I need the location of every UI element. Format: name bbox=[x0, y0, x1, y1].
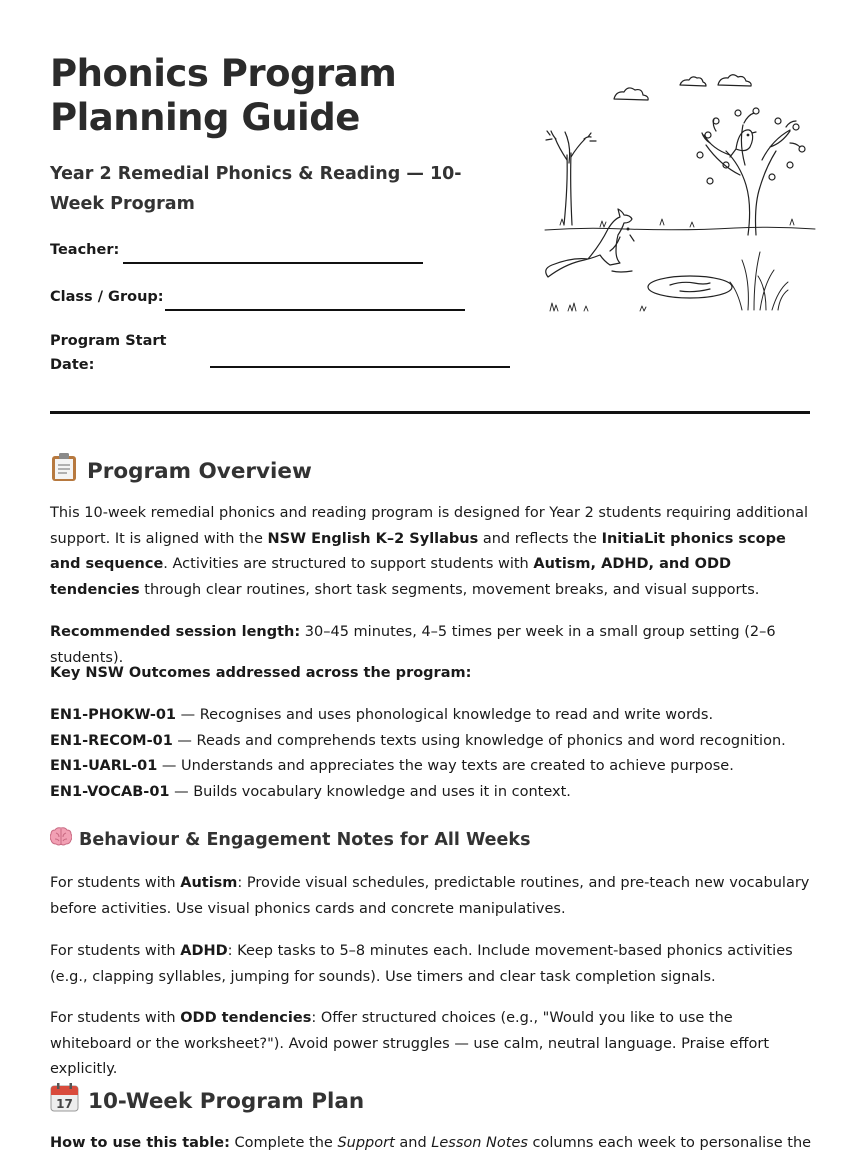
table-instructions: How to use this table: Complete the Support and Lesson Notes columns each week to personalise the bbox=[50, 1135, 812, 1151]
class-group-label: Class / Group: bbox=[50, 289, 164, 305]
brain-icon bbox=[50, 826, 72, 854]
behaviour-notes-heading: Behaviour & Engagement Notes for All Weeks bbox=[50, 826, 530, 854]
program-start-date-field[interactable] bbox=[210, 366, 510, 368]
page-title: Phonics Program Planning Guide bbox=[50, 52, 397, 139]
kangaroo-icon bbox=[546, 209, 634, 277]
outcomes-list bbox=[50, 703, 812, 805]
class-group-field[interactable] bbox=[165, 309, 465, 311]
right-tree bbox=[697, 108, 805, 235]
calendar-icon bbox=[50, 1082, 79, 1121]
overview-paragraph: This 10-week remedial phonics and reading program is designed for Year 2 students requiring additional support. It is aligned with the NSW English K–2 Syllabus and reflects the InitiaLit phonics scope and sequence. Activities are structured to support students with Autism, ADHD, and ODD tendencies through clear routines, short task segments, movement breaks, and visual supports. bbox=[50, 505, 808, 598]
program-start-date-label: Program Start Date: bbox=[50, 333, 167, 373]
program-plan-heading: 17 10-Week Program Plan bbox=[50, 1082, 364, 1121]
teacher-label: Teacher: bbox=[50, 242, 120, 258]
left-tree bbox=[546, 131, 596, 225]
odd-note: For students with ODD tendencies: Offer structured choices (e.g., "Would you like to use the whiteboard or the worksheet?"). Avoid power struggles — use calm, neutral language. Praise effort explicitly. bbox=[50, 1010, 770, 1077]
cloud-icon bbox=[614, 88, 648, 100]
program-overview-heading: Program Overview bbox=[50, 452, 312, 491]
key-outcomes-label: Key NSW Outcomes addressed across the program: bbox=[50, 665, 472, 681]
clipboard-icon bbox=[50, 452, 78, 491]
session-length: Recommended session length: 30–45 minutes, 4–5 times per week in a small group setting (2–6 students). bbox=[50, 624, 776, 666]
svg-text:17: 17 bbox=[56, 1097, 73, 1111]
outcome-item: EN1-PHOKW-01 — Recognises and uses phonological knowledge to read and write words. bbox=[50, 707, 714, 723]
outcome-item: EN1-RECOM-01 — Reads and comprehends texts using knowledge of phonics and word recognition. bbox=[50, 732, 786, 749]
section-divider bbox=[50, 411, 810, 414]
grass-clump bbox=[730, 252, 788, 310]
pond-icon bbox=[648, 276, 732, 298]
teacher-field[interactable] bbox=[123, 262, 423, 264]
adhd-note: For students with ADHD: Keep tasks to 5–8 minutes each. Include movement-based phonics activities (e.g., clapping syllables, jumping for sounds). Use timers and clear task completion signals. bbox=[50, 943, 793, 985]
cloud-icon bbox=[680, 77, 706, 86]
autism-note: For students with Autism: Provide visual schedules, predictable routines, and pre-teach new vocabulary before activities. Use visual phonics cards and concrete manipulatives. bbox=[50, 875, 810, 917]
outcome-item: EN1-VOCAB-01 — Builds vocabulary knowledge and uses it in context. bbox=[50, 783, 571, 800]
cloud-icon bbox=[718, 75, 751, 86]
australian-bush-illustration bbox=[540, 65, 820, 315]
page-subtitle: Year 2 Remedial Phonics & Reading — 10-Week Program bbox=[50, 164, 462, 214]
outcome-item: EN1-UARL-01 — Understands and appreciates the way texts are created to achieve purpose. bbox=[50, 758, 734, 774]
